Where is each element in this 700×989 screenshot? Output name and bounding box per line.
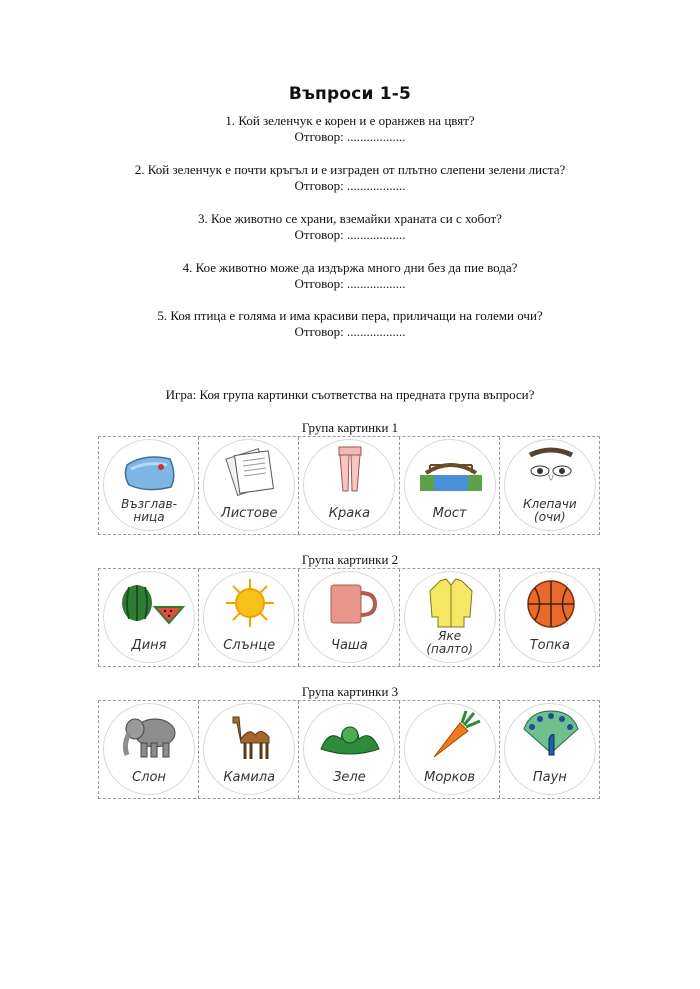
card-ball [500, 569, 599, 666]
cup-icon [315, 577, 385, 629]
card-cup [299, 569, 399, 666]
carrot-icon [416, 709, 486, 761]
question-text: 5. Коя птица е голяма и има красиви пера, приличащи на големи очи? [157, 308, 543, 323]
card-caption: Топка [529, 638, 570, 653]
answer-line: Отговор: .................. [294, 324, 406, 339]
papers-icon [215, 445, 285, 497]
eyelids-icon [516, 445, 586, 497]
ball-icon [516, 577, 586, 629]
picture-group-1 [98, 436, 600, 535]
card-carrot [400, 701, 500, 798]
jacket-icon [416, 577, 486, 629]
card-caption [502, 498, 598, 524]
pillow-icon [115, 445, 185, 497]
card-peacock [500, 701, 599, 798]
card-caption: Слънце [223, 638, 276, 653]
card-caption [101, 498, 197, 524]
picture-group-3 [98, 700, 600, 799]
card-camel [199, 701, 299, 798]
answer-line: Отговор: .................. [294, 276, 406, 291]
question-text: 2. Кой зеленчук е почти кръгъл и е изграден от плътно слепени зелени листа? [134, 162, 566, 177]
answer-line: Отговор: .................. [294, 178, 406, 193]
game-prompt: Игра: Коя група картинки съответства на предната група въпроси? [165, 387, 535, 402]
bridge-icon [416, 445, 486, 497]
caption-line-2: (очи) [534, 510, 566, 524]
camel-icon [215, 709, 285, 761]
card-caption: Диня [131, 638, 167, 653]
card-caption: Камила [223, 770, 276, 785]
card-sun [199, 569, 299, 666]
question-text: 3. Кое животно се храни, вземайки храната си с хобот? [198, 211, 502, 226]
card-caption: Зеле [333, 770, 366, 785]
caption-line-2: ница [133, 510, 165, 524]
question-3 [0, 211, 700, 243]
card-jacket [400, 569, 500, 666]
peacock-icon [516, 709, 586, 761]
question-text: 4. Кое животно може да издържа много дни без да пие вода? [182, 260, 518, 275]
question-5 [0, 308, 700, 340]
card-legs [299, 437, 399, 534]
caption-line-1: Възглав- [121, 497, 177, 511]
card-caption: Чаша [331, 638, 368, 653]
card-caption: Мост [432, 506, 467, 521]
group-1-label: Група картинки 1 [301, 420, 399, 435]
card-eyelids [500, 437, 599, 534]
elephant-icon [115, 709, 185, 761]
question-text: 1. Кой зеленчук е корен и е оранжев на цвят? [225, 113, 475, 128]
card-bridge [400, 437, 500, 534]
card-caption [402, 630, 498, 656]
caption-line-2: (палто) [426, 642, 473, 656]
group-3-label: Група картинки 3 [301, 684, 399, 699]
question-1 [0, 113, 700, 145]
caption-line-1: Клепачи [522, 497, 577, 511]
question-4 [0, 260, 700, 292]
card-caption: Паун [532, 770, 567, 785]
card-elephant [99, 701, 199, 798]
answer-line: Отговор: .................. [294, 227, 406, 242]
group-2-label: Група картинки 2 [301, 552, 399, 567]
card-caption: Слон [132, 770, 166, 785]
picture-group-2 [98, 568, 600, 667]
card-pillow [99, 437, 199, 534]
caption-line-1: Яке [438, 629, 462, 643]
question-2 [0, 162, 700, 194]
card-caption: Листове [220, 506, 278, 521]
legs-icon [315, 445, 385, 497]
page-title: Въпроси 1-5 [288, 84, 412, 104]
card-caption: Крака [328, 506, 371, 521]
answer-line: Отговор: .................. [294, 129, 406, 144]
card-cabbage [299, 701, 399, 798]
sun-icon [215, 577, 285, 629]
card-caption: Морков [424, 770, 476, 785]
card-watermelon [99, 569, 199, 666]
watermelon-icon [115, 577, 185, 629]
card-papers [199, 437, 299, 534]
cabbage-icon [315, 709, 385, 761]
